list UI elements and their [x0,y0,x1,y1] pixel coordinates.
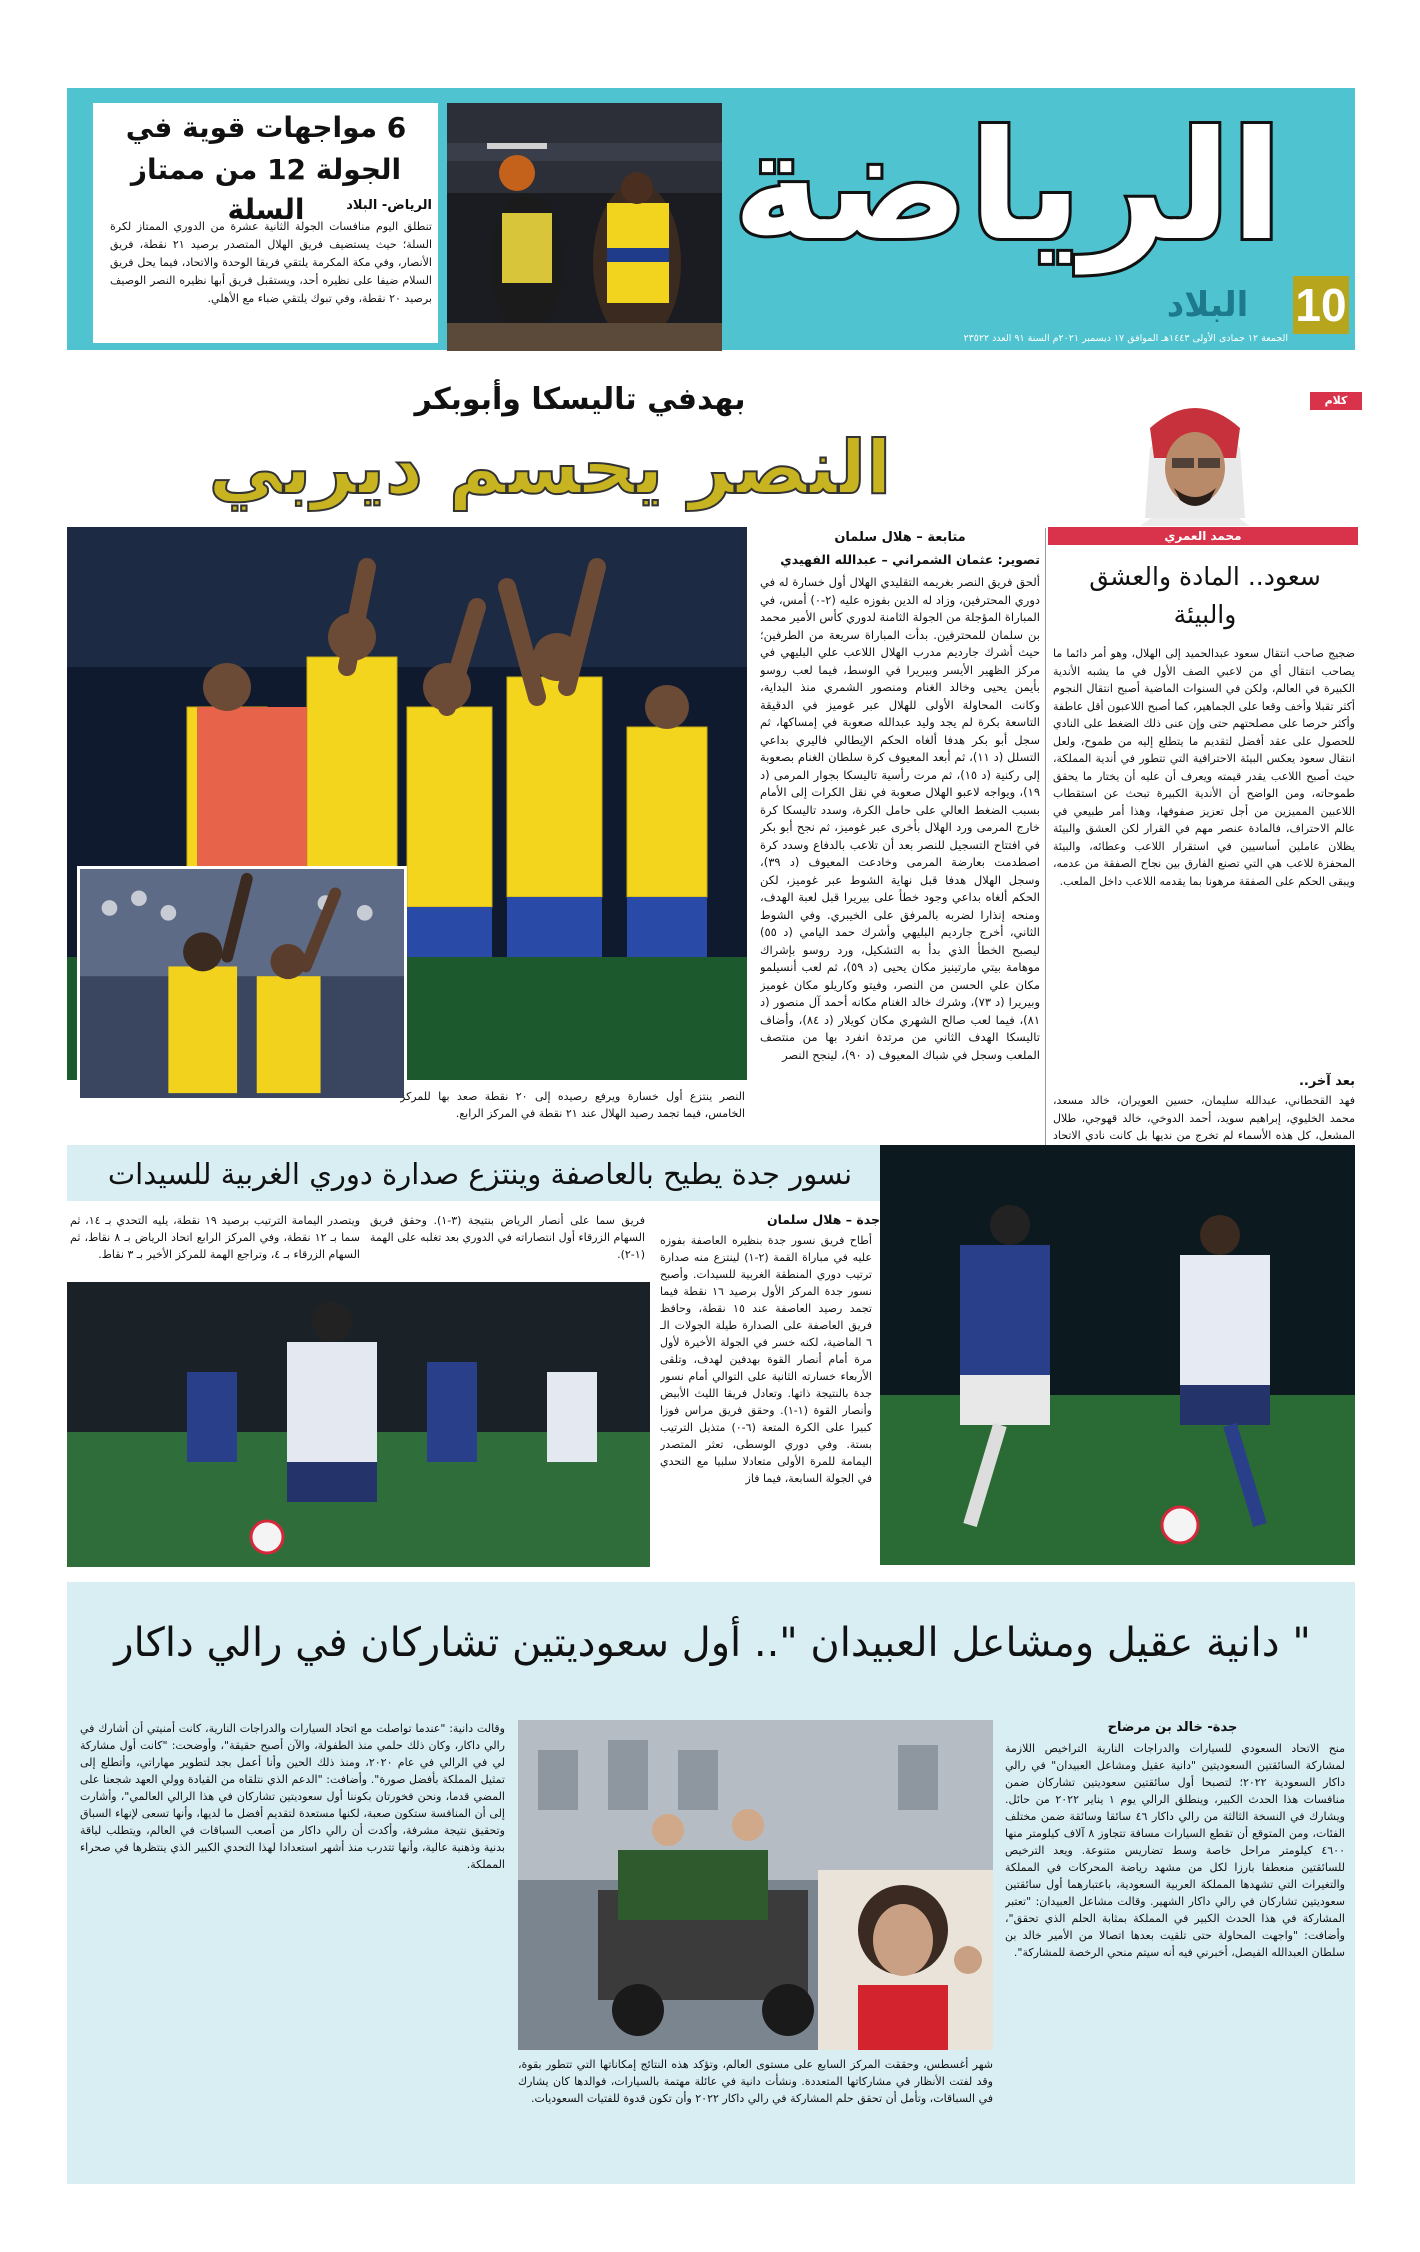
column-author: محمد العمري [1048,527,1358,545]
main-inset-photo [77,866,407,1101]
main-kicker: بهدفي تاليسكا وأبوبكر [414,382,746,417]
column-title: سعود.. المادة والعشق والبيئة [1089,562,1321,629]
rally-body-right: منح الاتحاد السعودي للسيارات والدراجات النارية التراخيص اللازمة لمشاركة السائقتين السعوديتين "دانية عقيل ومشاعل العبيدان" في رالي داكار السعودية ٢٠٢٢؛ لتصبحا أول سائقتين سعوديتين تشاركان ضمن منافسات هذا الحدث الكبير، وينطلق الرالي يوم ١ يناير ٢٠٢٢ من حائل. ويشارك في النسخة الثالثة من رالي داكار ٤٦ سائقا وسائقة ضمن مختلف الفئات، ومن المتوقع أن تقطع السيارات مسافة تتجاوز ٨ آلاف كيلومتر منها ٤٦٠٠ كيلومتر مراحل خاصة وسط تضاريس متنوعة. ويعد الترخيص للسائقتين منعطفا بارزا لكل من مشهد رياضة المحركات في المملكة والتغيرات التي تشهدها المملكة العربية السعودية، باعتبارهما أول سائقتين سعوديتين تشاركان في رالي داكار الشهير. وقالت مشاعل العبيدان: "تعتبر المشاركة في هذا الحدث الكبير في المملكة بمثابة الحلم الذي تحقق"، وأضافت: "واجهت المحاولة حتى تلقيت بعدها اتصالا من الأمير خالد بن سلطان العبدالله الفيصل، أخبرني فيه أنه سيتم منحي الرخصة للمشاركة". [1005,1742,1345,1959]
women-body-left: ويتصدر اليمامة الترتيب برصيد ١٩ نقطة، يليه التحدي بـ ١٤، ثم سما بـ ١٢ نقطة، وفي المركز الرابع اتحاد الرياض بـ ٨ نقاط، ثم السهام الزرقاء بـ ٤، وتراجع الهمة للمركز الأخير بـ ٣ نقاط. [70,1214,360,1261]
rally-headline: " دانية عقيل ومشاعل العبيدان ".. أول سعوديتين تشاركان في رالي داكار [114,1620,1311,1666]
column-body: ضجيج صاحب انتقال سعود عبدالحميد إلى الهلال، وهو أمر دائما ما يصاحب انتقال أي من لاعبي الصف الأول في ما يشبه الأندية الكبيرة في العالم، ولكن في السنوات الماضية أصبح انتقال النجوم أكثر تقبلا وأخف وقعا على الجماهير، كما أصبح اللاعبون أقل عاطفة وأكثر حرصا على مصلحتهم حتى وإن عنى ذلك الضغط على النادي للحصول على عقد أفضل لتقديم ما يتطلع إليه من طموح، ولعل انتقال سعود يعكس البيئة الاحترافية التي تتطور في أندية المملكة، حيث أصبح اللاعب يقدر قيمته ويعرف أن عليه أن يختار ما يحقق طموحاته، ومن الواضح أن الأندية الكبيرة تبحث عن استقطاب اللاعبين المميزين من أجل تعزيز صفوفها، وهذا أمر طبيعي في عالم الاحتراف، فالمادة عنصر مهم في القرار لكن العشق والبيئة يظلان عاملين أساسيين في استقرار اللاعب وعطائه، والبيئة المحفزة للاعب هي التي تصنع الفارق بين نجاح الصفقة من عدمه، ويبقى الحكم على الصفقة مرهونا بما يقدمه اللاعب داخل الملعب. [1053,647,1355,888]
teaser-headline-1: 6 مواجهات قوية في [125,111,407,144]
column-after-label: بعد آخر.. [1298,1074,1355,1089]
women-action-photo-2 [67,1282,650,1567]
dateline: الجمعة ١٢ جمادى الأولى ١٤٤٣هـ الموافق ١٧ ديسمبر ٢٠٢١م السنة ٩١ العدد ٢٣٥٢٢ [963,333,1288,344]
rally-photo [518,1720,993,2050]
basketball-photo [447,103,722,351]
main-byline-2: تصوير: عثمان الشمراني – عبدالله الفهيدي [780,552,1040,567]
women-byline: جدة – هلال سلمان [766,1212,880,1227]
column-after-body: فهد القحطاني، عبدالله سليمان، حسين العويران، خالد مسعد، محمد الخليوي، إبراهيم سويد، أحمد الدوخي، خالد قهوجي، طلال المشعل، كل هذه الأسماء لم تخرج من نديها بل كانت نادي الاتحاد [1053,1094,1355,1142]
women-action-photo-1 [880,1145,1355,1565]
main-body: ألحق فريق النصر بغريمه التقليدي الهلال أول خسارة له في دوري المحترفين، وزاد له الدين بفوزه عليه (٢-٠) أمس، في المباراة المؤجلة من الجولة الثامنة لدوري كأس الأمير محمد بن سلمان للمحترفين. بدأت المباراة سريعة من الطرفين؛ حيث أشرك جارديم مدرب الهلال اللاعب علي البليهي في مركز الظهير الأيسر وبيريرا في الوسط، فيما لعب روسو بأيمن يحيى وخالد الغنام ومنصور الشمري منذ البداية، وكانت المحاولة الأولى للهلال عبر غوميز في الدقيقة التاسعة بكرة لم يجد وليد عبدالله صعوبة في إمساكها، ثم سجل أبو بكر هدفا ألغاه الحكم الإيطالي فاليري بداعي التسلل (د ١١)، ثم أبعد المعيوف كرة سلطان الغنام بصعوبة إلى ركنية (د ١٥)، ثم مرت رأسية تاليسكا بجوار المرمى (د ١٩)، ويواجه لاعبو الهلال صعوبة في نقل الكرات إلى الأمام بسبب الضغط العالي على حامل الكرة، وسدد تاليسكا كرة خارج المرمى ورد الهلال بأخرى عبر غوميز، ثم نجح أبو بكر في افتتاح التسجيل للنصر بعد أن تلاعب بالدفاع وسدد كرة اصطدمت بعارضة المرمى وخادعت المعيوف (د ٣٩)، وسجل الهلال هدفا قبل نهاية الشوط عبر غوميز، لكن الحكم ألغاه بداعي وجود خطأ على بيريرا قبل لعبة الهدف، ومنحه إنذارا لضربه بالمرفق على الخيبري. وفي الشوط الثاني، أخرج جارديم البليهي وأشرك حمد اليامي (د ٥٥) ليصبح الخطأ الذي بدأ به التشكيل، ورد روسو بإشراك موهامة بيتي مارتينيز مكان يحيى (د ٥٩)، ثم لعب أنسيلمو مكان علي الحسن من النصر، وفيتو وكاريلو مكان غوميز وبيريرا (د ٧٣)، وشرك خالد الغنام مكانه أحمد آل منصور (د ٨١)، فيما لعب صالح الشهري مكان كويلار (د ٨٤)، وأضاف تاليسكا الهدف الثاني من مرتدة انفرد بها من منتصف الملعب وسجل في شباك المعيوف (د ٩٠)، لينجح النصر [760,575,1040,1062]
rally-body-left: وقالت دانية: "عندما تواصلت مع اتحاد السيارات والدراجات النارية، كانت أمنيتي أن أشارك في رالي داكار، وكان ذلك حلمي منذ الطفولة، والآن أصبح حقيقة"، وأوضحت: "كانت أول مشاركة لي في الرالي في عام ٢٠٢٠، ومنذ ذلك الحين وأنا أعمل بجد لتطوير مهاراتي، وأتطلع إلى تمثيل المملكة بأفضل صورة". وأضافت: "الدعم الذي نتلقاه من القيادة وولي العهد شجعنا على المضي قدما، ونحن فخورتان بكوننا أول سعوديتين تشاركان في هذا الرالي العالمي"، وأشارت إلى أن المنافسة ستكون صعبة، لكنها مستعدة لتقديم أفضل ما لديها، وأنها تسعى لإنهاء السباق وتحقيق نتيجة مشرفة، وأكدت أن رالي داكار من أصعب السباقات في العالم، ويتطلب لياقة بدنية وذهنية عالية، وأنها تتدرب منذ أشهر استعدادا لهذا التحدي الكبير الذي ينتظرها في صحراء المملكة. [80,1722,505,1871]
rally-byline: جدة- خالد بن مرضاح [1107,1720,1238,1735]
teaser-source: الرياض- البلاد [346,198,432,213]
teaser-headline-2: الجولة 12 من ممتاز السلة [130,153,402,226]
women-headline: نسور جدة يطيح بالعاصفة وينتزع صدارة دوري الغربية للسيدات [107,1157,853,1191]
main-photo-caption: النصر ينتزع أول خسارة ويرفع رصيده إلى ٢٠ نقطة صعد بها للمركز الخامس، فيما تجمد رصيد الهلال عند ٢١ نقطة في المركز الرابع. [400,1090,745,1120]
brand-logo: البلاد [1166,285,1249,325]
columnist-photo [1110,388,1280,526]
women-body-middle: فريق سما على أنصار الرياض بنتيجة (٣-١). وحقق فريق السهام الزرقاء أول انتصاراته في الدوري بعد تغلبه على الهمة (١-٢). [370,1214,645,1261]
column-divider [1045,528,1046,1188]
women-body-right: أطاح فريق نسور جدة بنظيره العاصفة بفوزه عليه في مباراة القمة (٢-١) لينتزع منه صدارة ترتيب دوري المنطقة الغربية للسيدات. وأصبح نسور جدة المركز الأول برصيد ١٦ نقطة فيما تجمد رصيد العاصفة عند ١٥ نقطة، وحافظ فريق العاصفة على الصدارة طيلة الجولات الـ ٦ الماضية، لكنه خسر في الجولة الأخيرة لأول مرة أمام أنصار القوة بهدفين لهدف، وتلقى الأربعاء خسارته الثانية على التوالي أمام نسور جدة بالنتيجة ذاتها. وتعادل فريقا الليث الأبيض وأنصار القوة (١-١). وحقق فريق مراس فوزا كبيرا على الكرة المتعة (٦-٠) متذيل الترتيب بستة. وفي دوري الوسطى، تعثر المتصدر اليمامة للمرة الأولى متعادلا سلبيا مع التحدي في الجولة السابعة، فيما فاز [660,1234,872,1485]
section-title: الرياضة [732,100,1283,274]
teaser-body: تنطلق اليوم منافسات الجولة الثانية عشرة من الدوري الممتاز لكرة السلة؛ حيث يستضيف فريق الهلال المتصدر برصيد ٢١ نقطة، فريق الأنصار، وفي مكة المكرمة يلتقي فريقا الوحدة والاتحاد، فيما يحل فريق السلام ضيفا على نظيره أحد، ويستقبل فريق أبها نظيره النصر الوصيف برصيد ٢٠ نقطة، وفي تبوك يلتقي ضباء مع الأهلي. [110,220,432,305]
page-number: 10 [1293,276,1349,334]
main-byline-1: متابعة – هلال سلمان [834,530,966,545]
main-headline: النصر يحسم ديربي [208,425,892,511]
rally-body-middle: شهر أغسطس، وحققت المركز السابع على مستوى العالم، وتؤكد هذه النتائج إمكاناتها التي تتطور بقوة، وقد لفتت الأنظار في مشاركاتها المتعددة. ونشأت دانية في عائلة مهتمة بالسيارات، فوالدها كان يشارك في السباقات، وتأمل أن تحقق حلم المشاركة في رالي داكار ٢٠٢٢ وأن تكون قدوة للفتيات السعوديات. [518,2058,993,2105]
column-label: كلام كورة [1310,392,1362,410]
